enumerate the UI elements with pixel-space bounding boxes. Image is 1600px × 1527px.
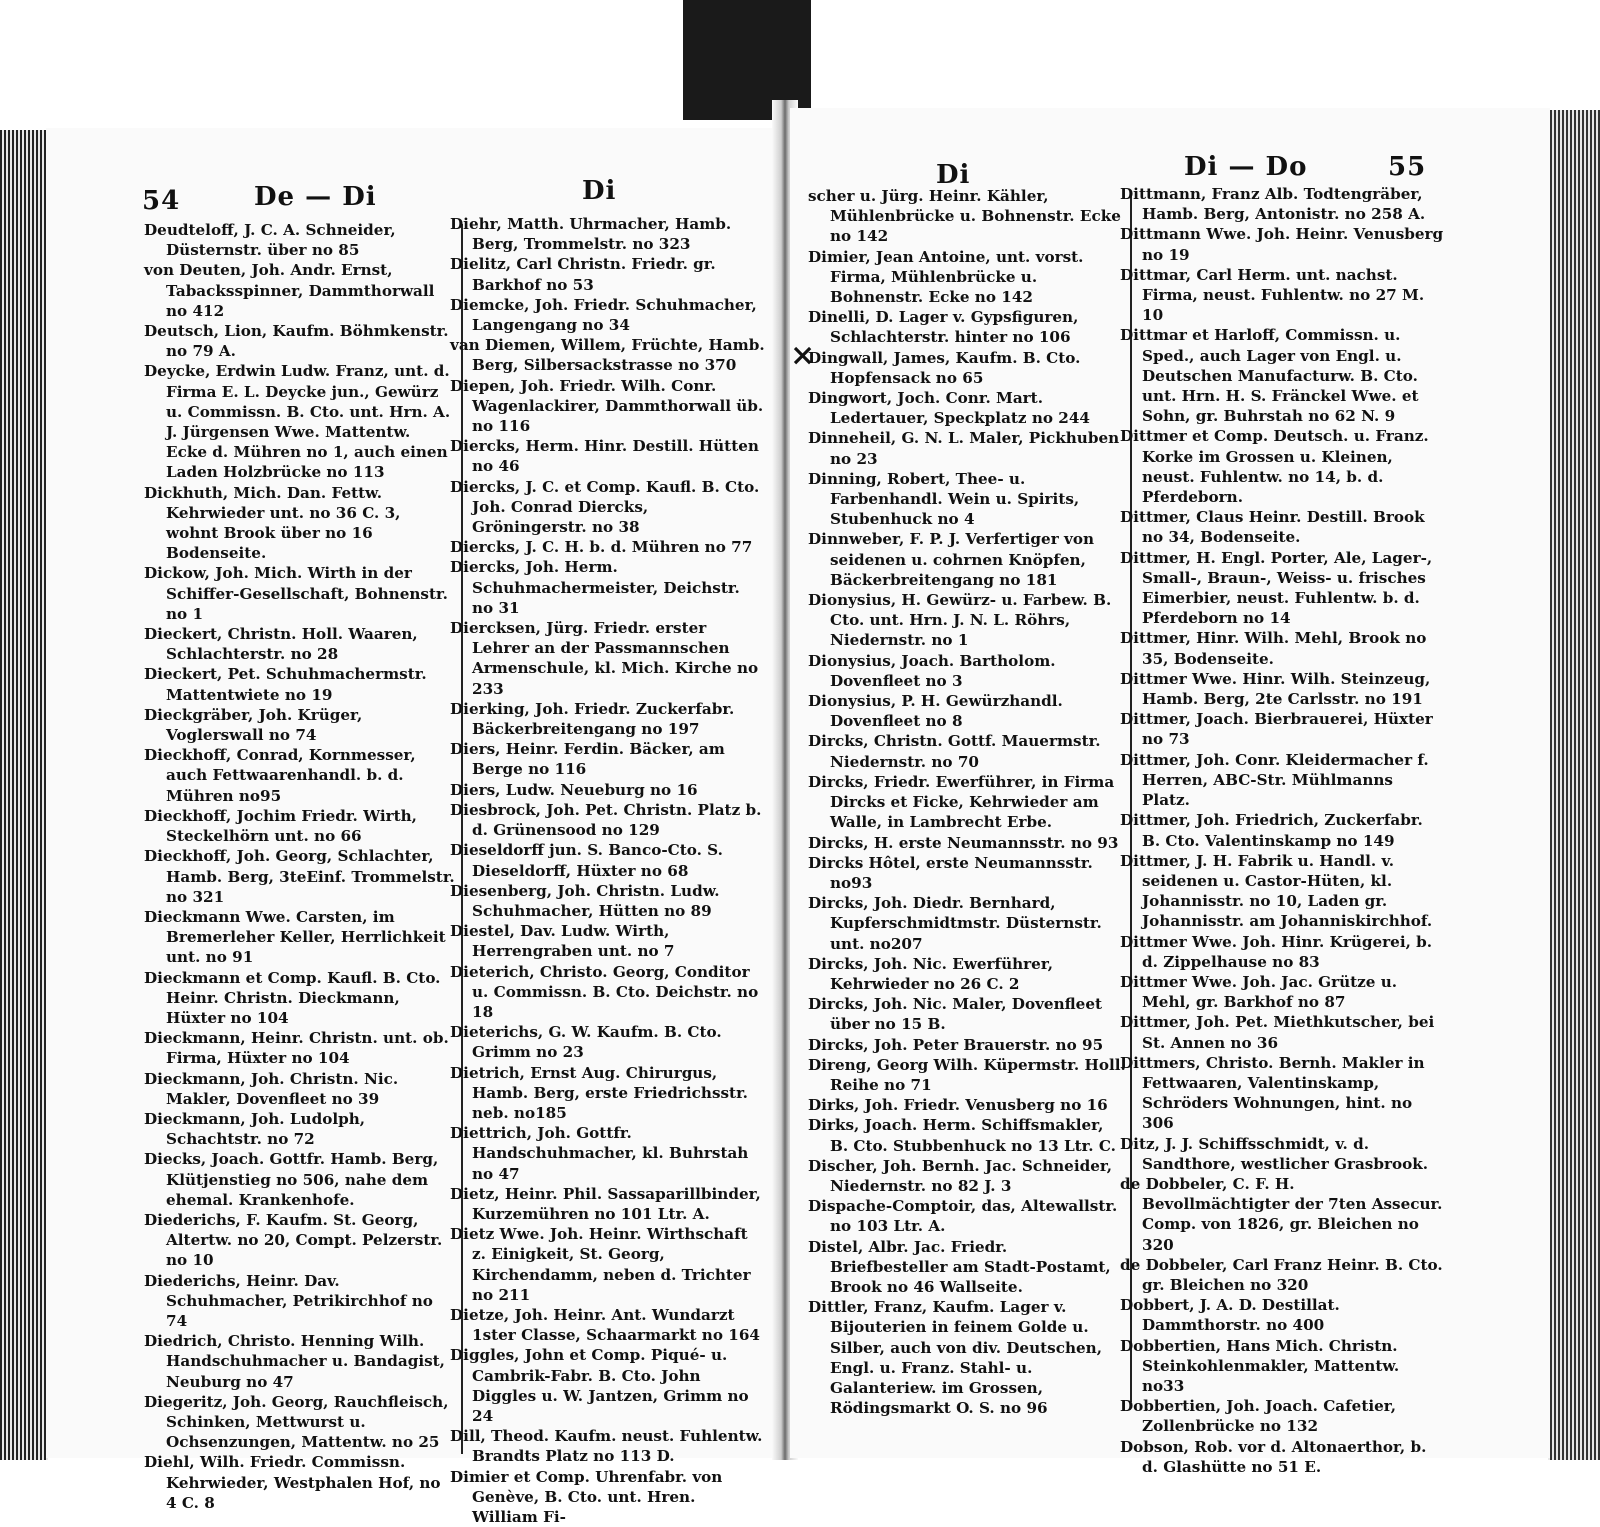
directory-entry: Dingwort, Joch. Conr. Mart. Ledertauer, Speckplatz no 244 [808,389,1090,428]
left-page [46,128,780,1526]
directory-entry: Dingwall, James, Kaufm. B. Cto. Hopfensack no 65 [808,348,1081,387]
directory-entry: Dieckhoff, Conrad, Kornmesser, auch Fettwaarenhandl. b. d. Mühren no95 [144,746,416,805]
directory-entry: Diepen, Joh. Friedr. Wilh. Conr. Wagenlackirer, Dammthorwall üb. no 116 [450,376,764,436]
directory-entry: de Dobbeler, C. F. H. Bevollmächtigter der 7ten Assecur. Comp. von 1826, gr. Bleichen no 320 [1120,1174,1443,1254]
directory-entry: Dittmer Wwe. Joh. Hinr. Krügerei, b. d. Zippelhause no 83 [1120,932,1433,971]
directory-entry: Diehr, Matth. Uhrmacher, Hamb. Berg, Trommelstr. no 323 [450,215,732,254]
directory-entry: Dielitz, Carl Christn. Friedr. gr. Barkhof no 53 [450,255,716,294]
directory-entry: Dittmar et Harloff, Commissn. u. Sped., auch Lager von Engl. u. Deutschen Manufacturw. B. Cto. unt. Hrn. H. S. Fränckel Wwe. et Sohn, gr. Buhrstah no 62 N. 9 [1120,326,1419,426]
directory-entry: Dittmer, Joh. Conr. Kleidermacher f. Herren, ABC-Str. Mühlmanns Platz. [1120,750,1429,810]
directory-entry: Diederichs, Heinr. Dav. Schuhmacher, Petrikirchhof no 74 [144,1271,433,1330]
directory-entry: Dittmer, Claus Heinr. Destill. Brook no 34, Bodenseite. [1120,508,1425,547]
right-running-head: Di — Do [1184,152,1308,182]
directory-entry: Deutsch, Lion, Kaufm. Böhmkenstr. no 79 A. [144,322,449,361]
directory-entry: Dieckmann, Joh. Ludolph, Schachtstr. no 72 [144,1109,366,1149]
right-page [790,108,1550,1476]
directory-entry: Dieckhoff, Jochim Friedr. Wirth, Steckelhörn unt. no 66 [144,806,417,846]
directory-entry: Diettrich, Joh. Gottfr. Handschuhmacher, kl. Buhrstah no 47 [450,1124,749,1183]
directory-entry: de Dobbeler, Carl Franz Heinr. B. Cto. gr. Bleichen no 320 [1120,1255,1443,1294]
page-edges-right [1548,110,1600,1460]
directory-entry: Deudteloff, J. C. A. Schneider, Düsternstr. über no 85 [144,221,396,260]
directory-entry: Dircks, Joh. Nic. Maler, Dovenfleet über no 15 B. [808,995,1103,1034]
directory-entry: Dickhuth, Mich. Dan. Fettw. Kehrwieder unt. no 36 C. 3, wohnt Brook über no 16 Bodenseite. [144,483,401,563]
directory-entry: Dimier et Comp. Uhrenfabr. von Genève, B. Cto. unt. Hren. William Fi- [450,1467,723,1526]
directory-entry: Dinneheil, G. N. L. Maler, Pickhuben no 23 [808,429,1120,468]
directory-entry: Diesenberg, Joh. Christn. Ludw. Schuhmacher, Hütten no 89 [450,881,720,920]
directory-entry: Dittmer, Joach. Bierbrauerei, Hüxter no 73 [1120,710,1433,749]
directory-entry: Dittmann, Franz Alb. Todtengräber, Hamb. Berg, Antonistr. no 258 A. [1120,185,1426,224]
directory-entry: Dircks Hôtel, erste Neumannsstr. no93 [808,853,1093,892]
directory-entry: Diesbrock, Joh. Pet. Christn. Platz b. d. Grünensood no 129 [450,800,762,840]
right-center-head: Di [936,160,971,190]
directory-entry: Diegeritz, Joh. Georg, Rauchfleisch, Schinken, Mettwurst u. Ochsenzungen, Mattentw. no 25 [144,1392,449,1452]
directory-entry: Dobbert, J. A. D. Destillat. Dammthorstr. no 400 [1120,1296,1340,1335]
directory-entry: Dieckmann Wwe. Carsten, im Bremerleher Keller, Herrlichkeit unt. no 91 [144,907,446,967]
directory-entry: Dittmer, Joh. Pet. Miethkutscher, bei St. Annen no 36 [1120,1013,1435,1052]
directory-entry: Diercksen, Jürg. Friedr. erster Lehrer an der Passmannschen Armenschule, kl. Mich. Kirche no 233 [450,619,759,698]
directory-entry: Dietz, Heinr. Phil. Sassaparillbinder, Kurzemühren no 101 Ltr. A. [450,1184,761,1223]
directory-entry: Ditz, J. J. Schiffsschmidt, v. d. Sandthore, westlicher Grasbrook. [1120,1134,1429,1173]
right-column-1 [808,186,1126,1418]
directory-entry: Dittmers, Christo. Bernh. Makler in Fettwaaren, Valentinskamp, Schröders Wohnungen, hint. no 306 [1120,1053,1425,1133]
directory-entry: Diggles, John et Comp. Piqué- u. Cambrik-Fabr. B. Cto. John Diggles u. W. Jantzen, Grimm no 24 [450,1346,749,1425]
directory-entry: Dinning, Robert, Thee- u. Farbenhandl. Wein u. Spirits, Stubenhuck no 4 [808,469,1080,529]
directory-entry: Dittler, Franz, Kaufm. Lager v. Bijouterien in feinem Golde u. Silber, auch von div. Deutschen, Engl. u. Franz. Stahl- u. Galanteriew. im Grossen, Rödingsmarkt O. S. no 96 [808,1298,1102,1418]
directory-entry: Dionysius, P. H. Gewürzhandl. Dovenfleet no 8 [808,692,1063,731]
left-page-number: 54 [142,186,181,216]
directory-entry: Diercks, J. C. et Comp. Kaufl. B. Cto. Joh. Conrad Diercks, Gröningerstr. no 38 [450,477,760,537]
directory-entry: Dionysius, H. Gewürz- u. Farbew. B. Cto. unt. Hrn. J. N. L. Röhrs, Niedernstr. no 1 [808,591,1112,650]
directory-entry: Dobbertien, Joh. Joach. Cafetier, Zollenbrücke no 132 [1120,1397,1396,1436]
right-page-number: 55 [1388,152,1427,182]
directory-entry: Dittmer, Hinr. Wilh. Mehl, Brook no 35, Bodenseite. [1120,629,1427,668]
directory-entry: Dittmer Wwe. Joh. Jac. Grütze u. Mehl, gr. Barkhof no 87 [1120,972,1398,1012]
left-column-2 [450,214,766,1527]
directory-entry: Diercks, Herm. Hinr. Destill. Hütten no 46 [450,437,759,476]
directory-entry: Dinnweber, F. P. J. Verfertiger von seidenen u. cohrnen Knöpfen, Bäckerbreitengang no 181 [808,530,1095,589]
directory-entry: Dittmer, H. Engl. Porter, Ale, Lager-, Small-, Braun-, Weiss- u. frisches Eimerbier, neust. Fuhlentw. b. d. Pferdeborn no 14 [1120,548,1433,628]
directory-entry: Dieterichs, G. W. Kaufm. B. Cto. Grimm no 23 [450,1023,722,1062]
directory-entry: Diemcke, Joh. Friedr. Schuhmacher, Langengang no 34 [450,295,757,335]
directory-entry: Dieckgräber, Joh. Krüger, Voglerswall no 74 [144,705,363,745]
directory-entry: Diecks, Joach. Gottfr. Hamb. Berg, Klütjenstieg no 506, nahe dem ehemal. Krankenhofe. [144,1150,439,1209]
directory-entry: Diers, Ludw. Neueburg no 16 [450,780,698,799]
page-edges-left [0,130,48,1460]
directory-entry: Dobson, Rob. vor d. Altonaerthor, b. d. Glashütte no 51 E. [1120,1437,1427,1476]
directory-entry: Dircks, H. erste Neumannsstr. no 93 [808,833,1119,852]
directory-entry: Diedrich, Christo. Henning Wilh. Handschuhmacher u. Bandagist, Neuburg no 47 [144,1332,445,1391]
left-center-head: Di [582,176,617,206]
directory-entry: scher u. Jürg. Heinr. Kähler, Mühlenbrücke u. Bohnenstr. Ecke no 142 [808,187,1121,246]
directory-entry: Dieckert, Christn. Holl. Waaren, Schlachterstr. no 28 [144,625,418,664]
directory-entry: Deycke, Erdwin Ludw. Franz, unt. d. Firma E. L. Deycke jun., Gewürz u. Commissn. B. Cto. unt. Hrn. A. J. Jürgensen Wwe. Mattentw. Ecke d. Mühren no 1, auch einen Laden Holzbrücke no 113 [144,362,451,482]
directory-entry: Diers, Heinr. Ferdin. Bäcker, am Berge no 116 [450,740,725,779]
directory-entry: Dickow, Joh. Mich. Wirth in der Schiffer-Gesellschaft, Bohnenstr. no 1 [144,564,448,623]
directory-entry: Diercks, Joh. Herm. Schuhmachermeister, Deichstr. no 31 [450,558,740,617]
directory-entry: Diehl, Wilh. Friedr. Commissn. Kehrwieder, Westphalen Hof, no 4 C. 8 [144,1453,441,1512]
right-column-2 [1120,184,1444,1477]
directory-entry: Dittmann Wwe. Joh. Heinr. Venusberg no 19 [1120,225,1444,264]
directory-entry: Discher, Joh. Bernh. Jac. Schneider, Niedernstr. no 82 J. 3 [808,1156,1113,1195]
directory-entry: Dobbertien, Hans Mich. Christn. Steinkohlenmakler, Mattentw. no33 [1120,1336,1400,1395]
directory-entry: Dircks, Friedr. Ewerführer, in Firma Dircks et Ficke, Kehrwieder am Walle, in Lambrecht Erbe. [808,772,1115,832]
directory-entry: Dircks, Joh. Peter Brauerstr. no 95 [808,1035,1104,1054]
directory-entry: Dietz Wwe. Joh. Heinr. Wirthschaft z. Einigkeit, St. Georg, Kirchendamm, neben d. Trichter no 211 [450,1225,751,1304]
directory-entry: Dittmer, Joh. Friedrich, Zuckerfabr. B. Cto. Valentinskamp no 149 [1120,811,1423,850]
margin-mark: × [790,338,816,373]
directory-entry: Dittmer Wwe. Hinr. Wilh. Steinzeug, Hamb. Berg, 2te Carlsstr. no 191 [1120,669,1431,709]
directory-entry: Dieckmann, Joh. Christn. Nic. Makler, Dovenfleet no 39 [144,1069,399,1108]
directory-entry: Dirks, Joach. Herm. Schiffsmakler, B. Cto. Stubbenhuck no 13 Ltr. C. [808,1116,1116,1155]
left-column-1 [144,220,456,1513]
directory-entry: Dieckhoff, Joh. Georg, Schlachter, Hamb. Berg, 3teEinf. Trommelstr. no 321 [144,847,455,906]
directory-entry: Dimier, Jean Antoine, unt. vorst. Firma, Mühlenbrücke u. Bohnenstr. Ecke no 142 [808,247,1084,307]
directory-entry: Dittmer, J. H. Fabrik u. Handl. v. seidenen u. Castor-Hüten, kl. Johannisstr. no 10, Laden gr. Johannisstr. am Johanniskirchhof. [1120,851,1433,931]
directory-entry: Direng, Georg Wilh. Küpermstr. Holl. Reihe no 71 [808,1055,1126,1094]
directory-entry: Dircks, Joh. Diedr. Bernhard, Kupferschmidtmstr. Düsternstr. unt. no207 [808,894,1102,953]
directory-entry: Dispache-Comptoir, das, Altewallstr. no 103 Ltr. A. [808,1197,1118,1236]
directory-entry: Dieckmann, Heinr. Christn. unt. ob. Firma, Hüxter no 104 [144,1029,449,1068]
directory-entry: Dietze, Joh. Heinr. Ant. Wundarzt 1ster Classe, Schaarmarkt no 164 [450,1305,760,1345]
directory-entry: Diederichs, F. Kaufm. St. Georg, Altertw. no 20, Compt. Pelzerstr. no 10 [144,1210,443,1270]
directory-entry: Dirks, Joh. Friedr. Venusberg no 16 [808,1096,1108,1115]
directory-entry: Dietrich, Ernst Aug. Chirurgus, Hamb. Berg, erste Friedrichsstr. neb. no185 [450,1063,748,1122]
directory-entry: Dittmar, Carl Herm. unt. nachst. Firma, neust. Fuhlentw. no 27 M. 10 [1120,265,1425,325]
directory-entry: van Diemen, Willem, Früchte, Hamb. Berg, Silbersackstrasse no 370 [450,336,765,375]
directory-entry: Dieckert, Pet. Schuhmachermstr. Mattentwiete no 19 [144,665,427,704]
directory-entry: Diercks, J. C. H. b. d. Mühren no 77 [450,538,753,557]
directory-entry: Dinelli, D. Lager v. Gypsfiguren, Schlachterstr. hinter no 106 [808,308,1079,347]
directory-entry: Dircks, Christn. Gottf. Mauermstr. Niedernstr. no 70 [808,732,1101,771]
left-running-head: De — Di [254,182,377,212]
directory-entry: von Deuten, Joh. Andr. Ernst, Tabacksspinner, Dammthorwall no 412 [144,261,435,320]
directory-entry: Diestel, Dav. Ludw. Wirth, Herrengraben unt. no 7 [450,922,675,961]
directory-entry: Dieterich, Christo. Georg, Conditor u. Commissn. B. Cto. Deichstr. no 18 [450,962,759,1021]
directory-entry: Dieseldorff jun. S. Banco-Cto. S. Dieseldorff, Hüxter no 68 [450,841,723,880]
directory-entry: Dionysius, Joach. Bartholom. Dovenfleet no 3 [808,651,1056,690]
directory-entry: Dill, Theod. Kaufm. neust. Fuhlentw. Brandts Platz no 113 D. [450,1427,763,1466]
directory-entry: Dircks, Joh. Nic. Ewerführer, Kehrwieder no 26 C. 2 [808,954,1054,993]
directory-entry: Dieckmann et Comp. Kaufl. B. Cto. Heinr. Christn. Dieckmann, Hüxter no 104 [144,968,441,1027]
directory-entry: Dittmer et Comp. Deutsch. u. Franz. Korke im Grossen u. Kleinen, neust. Fuhlentw. no 14, b. d. Pferdeborn. [1120,427,1429,507]
directory-entry: Dierking, Joh. Friedr. Zuckerfabr. Bäckerbreitengang no 197 [450,699,735,739]
directory-entry: Distel, Albr. Jac. Friedr. Briefbesteller am Stadt-Postamt, Brook no 46 Wallseite. [808,1237,1111,1296]
